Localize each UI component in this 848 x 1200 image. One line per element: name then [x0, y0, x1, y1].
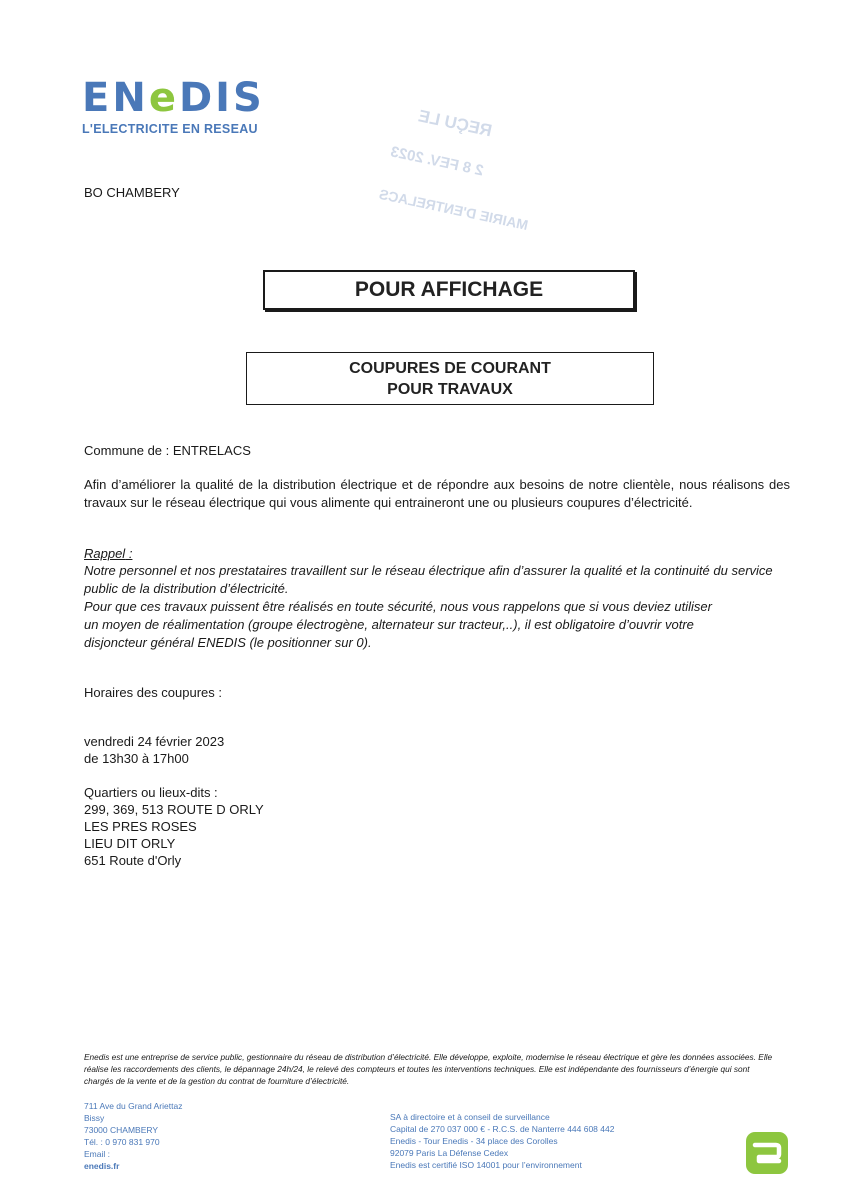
rappel-paragraph: Pour que ces travaux puissent être réalisés en toute sécurité, nous vous rappelons que si vous deviez utiliser un moyen de réalimentation (groupe électrogène, alternateur sur tracteur,..), il est obligatoire d’ouvrir votre disjoncteur général ENEDIS (le positionner sur 0).	[84, 599, 712, 650]
sender-office: BO CHAMBERY	[84, 185, 180, 200]
area-item: 299, 369, 513 ROUTE D ORLY	[84, 802, 264, 817]
schedule-block	[84, 733, 790, 767]
website-link: enedis.fr	[84, 1161, 120, 1171]
footer-legal-notice: Enedis est une entreprise de service public, gestionnaire du réseau de distribution d’électricité. Elle développe, exploite, modernise le réseau électrique et gère les données associées. Elle réalise les raccordements des clients, le dépannage 24h/24, le relevé des compteurs et toutes les interventions techniques. Elle est indépendante des fournisseurs d’énergie qui sont chargés de la vente et de la gestion du contrat de fourniture d’électricité.	[84, 1052, 773, 1086]
posting-heading: POUR AFFICHAGE	[263, 270, 635, 310]
enedis-logo	[82, 75, 265, 136]
rappel-heading: Rappel :	[84, 546, 133, 561]
area-item: LES PRES ROSES	[84, 819, 197, 834]
logo-wordmark: ENeDIS	[82, 75, 265, 121]
notice-subheading: COUPURES DE COURANT POUR TRAVAUX	[246, 352, 654, 405]
commune-line: Commune de : ENTRELACS	[84, 443, 251, 458]
rappel-body	[84, 562, 790, 652]
outage-time: de 13h30 à 17h00	[84, 751, 189, 766]
areas-label: Quartiers ou lieux-dits :	[84, 785, 218, 800]
outage-date: vendredi 24 février 2023	[84, 734, 225, 749]
area-item: 651 Route d'Orly	[84, 853, 182, 868]
footer-address: 711 Ave du Grand Ariettaz Bissy 73000 CHAMBERY Tél. : 0 970 831 970 Email : enedis.fr	[84, 1101, 183, 1171]
footer-corporate-info: SA à directoire et à conseil de surveillance Capital de 270 037 000 € - R.C.S. de Nanterre 444 608 442 Enedis - Tour Enedis - 34 place des Corolles 92079 Paris La Défense Cedex Enedis est certifié ISO 14001 pour l’environnement	[390, 1112, 615, 1170]
reception-stamp: REÇU LE 2 8 FEV. 2023 MAIRIE D'ENTRELACS	[377, 106, 530, 234]
logo-tagline: L'ELECTRICITE EN RESEAU	[82, 122, 258, 136]
area-item: LIEU DIT ORLY	[84, 836, 176, 851]
schedule-label: Horaires des coupures :	[84, 685, 223, 700]
affected-areas	[84, 784, 790, 869]
intro-paragraph: Afin d’améliorer la qualité de la distribution électrique et de répondre aux besoins de notre clientèle, nous réalisons des travaux sur le réseau électrique qui vous alimente qui entraineront une ou plusieurs coupures d’électricité.	[84, 477, 790, 510]
enedis-mark-icon	[745, 1131, 789, 1175]
rappel-paragraph: Notre personnel et nos prestataires travaillent sur le réseau électrique afin d’assurer la qualité et la continuité du service public de la distribution d’électricité.	[84, 563, 773, 596]
